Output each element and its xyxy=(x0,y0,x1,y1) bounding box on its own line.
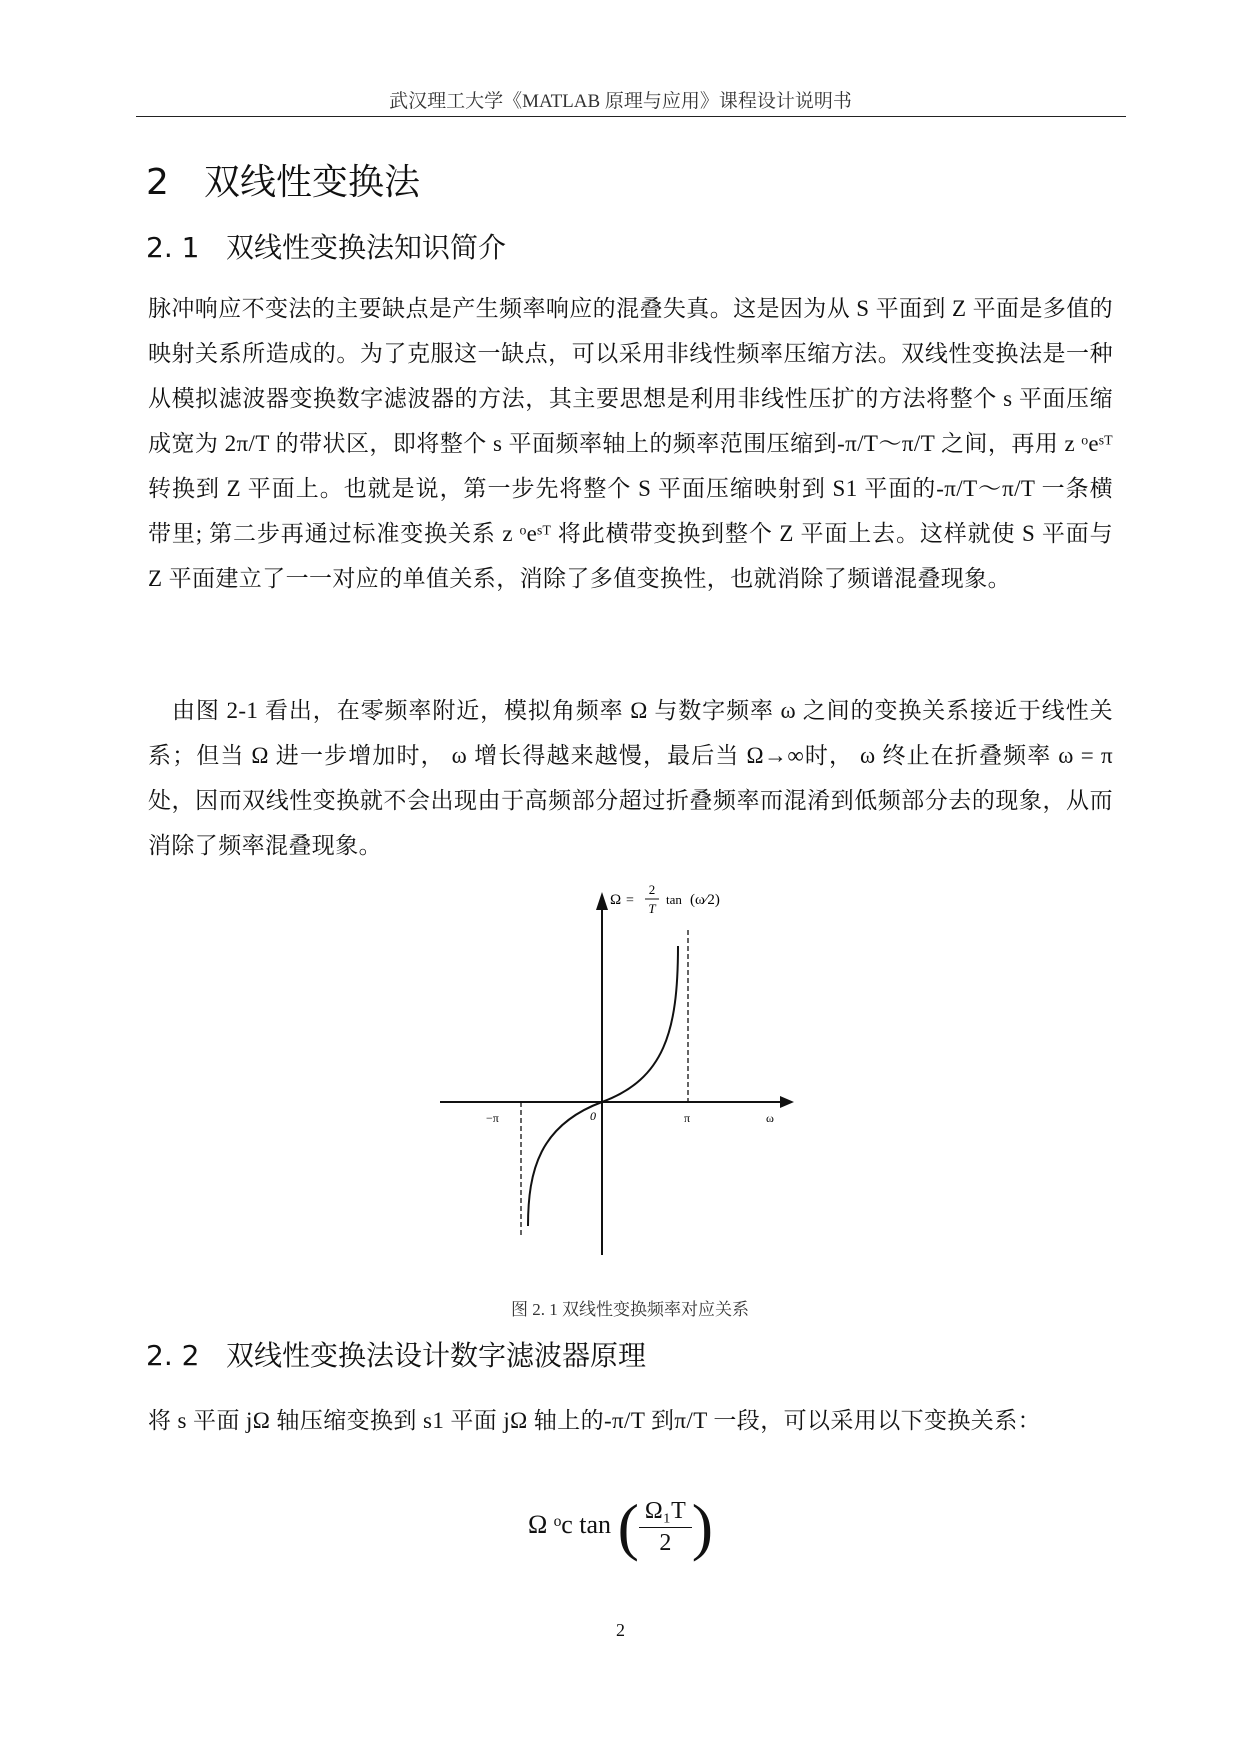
running-header: 武汉理工大学《MATLAB 原理与应用》课程设计说明书 xyxy=(389,91,852,112)
equation-num: 2 xyxy=(648,882,656,897)
paragraph-3: 将 s 平面 jΩ 轴压缩变换到 s1 平面 jΩ 轴上的-π/T 到π/T 一段，可以采用以下变换关系： xyxy=(148,1408,1041,1433)
formula-right-paren: ) xyxy=(691,1491,714,1562)
formula-fraction xyxy=(639,1498,692,1557)
vertical-axis-arrow xyxy=(596,892,608,910)
equation-eq: = xyxy=(626,893,634,908)
neg-pi-label: −π xyxy=(486,1111,499,1125)
equation-den: T xyxy=(648,901,656,916)
equation-arg: (ω⁄2) xyxy=(690,892,720,908)
subsection-1-title: 双线性变换法知识简介 xyxy=(226,231,507,264)
section-title: 双线性变换法 xyxy=(204,162,421,203)
formula-denominator: 2 xyxy=(659,1529,672,1556)
mapping-curve-svg xyxy=(430,880,810,1270)
omega-axis-label: ω xyxy=(766,1111,774,1125)
equation-fn: tan xyxy=(666,892,682,907)
subsection-heading-2 xyxy=(146,1334,646,1374)
subsection-1-number: 2. 1 xyxy=(146,231,200,264)
section-number: 2 xyxy=(146,162,169,203)
pi-label: π xyxy=(684,1111,691,1125)
subsection-2-number: 2. 2 xyxy=(146,1339,200,1372)
paragraph-1: 脉冲响应不变法的主要缺点是产生频率响应的混叠失真。这是因为从 S 平面到 Z 平面是多值的映射关系所造成的。为了克服这一缺点，可以采用非线性频率压缩方法。双线性变换法是一种从模拟滤波器变换数字滤波器的方法，其主要思想是利用非线性压扩的方法将整个 s 平面压缩成宽为 2π/T 的带状区，即将整个 s 平面频率轴上的频率范围压缩到-π/T～π/T 之间，再用 z ᵒeˢᵀ 转换到 Z 平面上。也就是说，第一步先将整个 S 平面压缩映射到 S1 平面的-π/T～π/T 一条横带里; 第二步再通过标准变换关系 z ᵒeˢᵀ 将此横带变换到整个 Z 平面上去。这样就使 S 平面与 Z 平面建立了一一对应的单值关系，消除了多值变换性，也就消除了频谱混叠现象。 xyxy=(148,296,1113,591)
formula-lhs: Ω ᵒc tan xyxy=(527,1509,612,1539)
formula-left-paren: ( xyxy=(617,1491,639,1562)
origin-label: 0 xyxy=(590,1109,596,1123)
horizontal-axis-arrow xyxy=(780,1096,794,1108)
equation-lhs: Ω xyxy=(610,892,622,908)
figure-caption: 图 2. 1 双线性变换频率对应关系 xyxy=(511,1300,749,1319)
header-rule xyxy=(136,116,1126,117)
formula-block xyxy=(0,1491,1241,1562)
page-number: 2 xyxy=(616,1620,625,1640)
formula-numerator: Ω₁T xyxy=(639,1498,692,1528)
subsection-heading-1 xyxy=(146,226,506,266)
section-heading xyxy=(146,154,420,205)
bilinear-mapping-figure xyxy=(430,880,810,1270)
subsection-2-title: 双线性变换法设计数字滤波器原理 xyxy=(226,1339,647,1372)
paragraph-2: 由图 2-1 看出，在零频率附近，模拟角频率 Ω 与数字频率 ω 之间的变换关系接近于线性关系；但当 Ω 进一步增加时， ω 增长得越来越慢，最后当 Ω→∞时， ω 终止在折叠频率 ω = π 处，因而双线性变换就不会出现由于高频部分超过折叠频率而混淆到低频部分去的现象，从而消除了频率混叠现象。 xyxy=(148,698,1113,858)
